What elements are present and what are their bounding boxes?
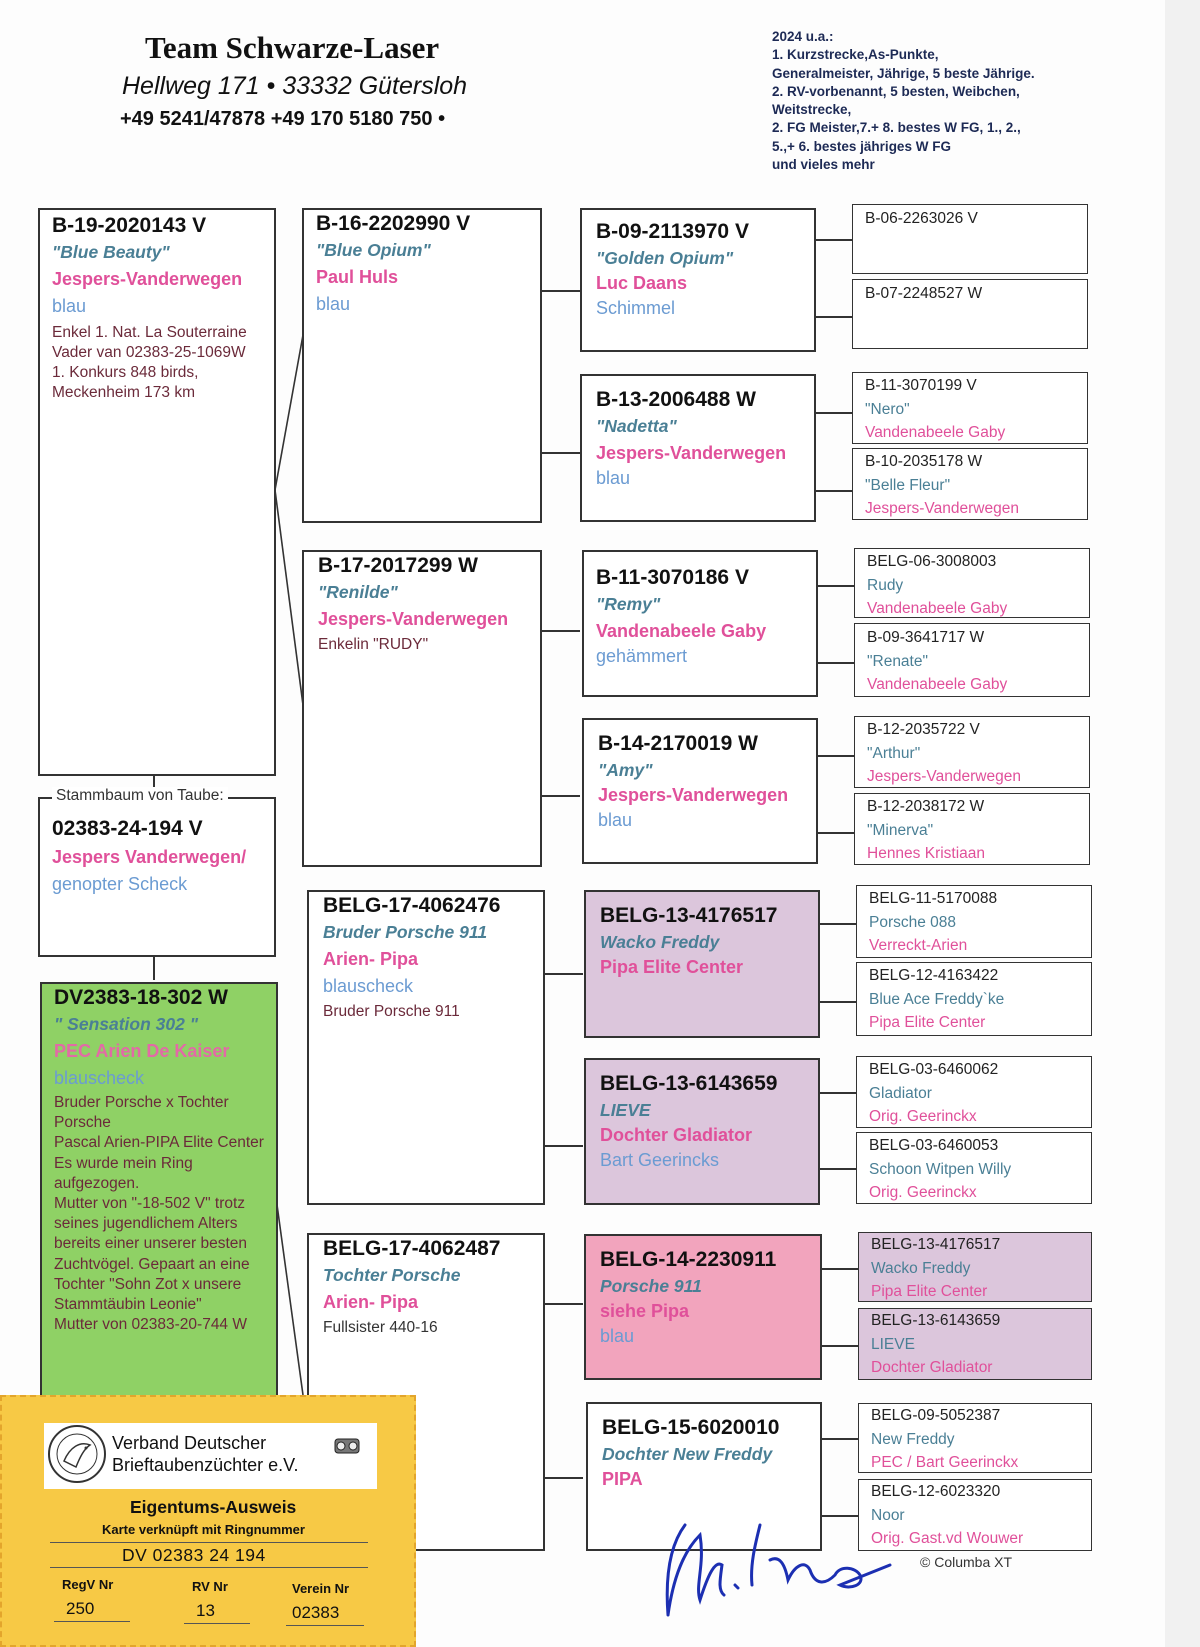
pigeon-name: Gladiator (869, 1084, 932, 1102)
connector-line (545, 973, 583, 975)
connector-line (820, 1168, 856, 1170)
breeder-name: Dochter Gladiator (871, 1359, 993, 1376)
connector-line (818, 755, 854, 757)
pigeon-name: "Renilde" (318, 582, 398, 602)
verein-label: Verein Nr (292, 1581, 350, 1596)
pigeon-name: Blue Ace Freddy`ke (869, 990, 1005, 1008)
ring-number: BELG-06-3008003 (867, 553, 997, 570)
breeder-name: PEC / Bart Geerinckx (871, 1454, 1019, 1471)
subject-caption: Stammbaum von Taube: (52, 787, 228, 805)
breeder-name: Hennes Kristiaan (867, 845, 986, 862)
connector-lines-dam (275, 1190, 305, 1400)
breeder-name: PIPA (602, 1469, 643, 1489)
gen4-card (858, 1308, 1092, 1380)
breeder-name: Vandenabeele Gaby (865, 424, 1006, 441)
connector-line (818, 832, 854, 834)
gen4-card (854, 793, 1090, 865)
breeder-name: Jespers-Vanderwegen (598, 785, 789, 805)
connector-line (822, 1438, 858, 1440)
ring-number: B-13-2006488 W (596, 388, 756, 411)
plumage-color: Schimmel (596, 298, 676, 318)
card-underline (286, 1625, 364, 1626)
gen3-card (582, 718, 818, 864)
pigeon-clock-icon (327, 1433, 367, 1459)
gen3-card (582, 550, 818, 697)
plumage-color: blau (316, 294, 351, 314)
connector-line (542, 630, 580, 632)
pigeon-name: Porsche 088 (869, 913, 957, 931)
ring-number: B-19-2020143 V (52, 214, 207, 237)
ring-number: B-11-3070199 V (865, 377, 977, 394)
ring-number: BELG-03-6460053 (869, 1137, 999, 1154)
pigeon-name: Dochter New Freddy (602, 1444, 773, 1464)
connector-line (822, 1345, 858, 1347)
breeder-name: Paul Huls (316, 267, 399, 287)
pigeon-name: Schoon Witpen Willy (869, 1160, 1012, 1178)
connector-line (545, 1477, 583, 1479)
plumage-color: blauscheck (54, 1068, 145, 1088)
connector-line (822, 1268, 858, 1270)
pigeon-name: "Renate" (867, 652, 928, 670)
breeder-name: Orig. Gast.vd Wouwer (871, 1530, 1024, 1547)
ring-number: B-17-2017299 W (318, 554, 478, 577)
gen4-card (856, 1056, 1092, 1128)
card-subtitle: Karte verknüpft mit Ringnummer (102, 1522, 305, 1537)
pigeon-name: "Blue Opium" (316, 240, 431, 260)
pigeon-name: "Belle Fleur" (865, 476, 951, 494)
breeder-name: Arien- Pipa (323, 949, 419, 969)
plumage-color: blau (598, 810, 633, 830)
connector-line (542, 290, 580, 292)
ring-number: BELG-14-2230911 (600, 1248, 777, 1271)
rv-value: 13 (196, 1601, 215, 1620)
ring-number: BELG-12-6023320 (871, 1483, 1001, 1500)
connector-line (542, 795, 580, 797)
ownership-card (0, 1395, 416, 1647)
connector-line (818, 662, 854, 664)
connector-line (820, 923, 856, 925)
ring-number: BELG-13-6143659 (871, 1312, 1001, 1329)
pigeon-name: LIEVE (600, 1100, 651, 1120)
plumage-color: gehämmert (596, 646, 688, 666)
card-divider (50, 1542, 368, 1543)
gen3-card (584, 1234, 822, 1380)
breeder-name: Pipa Elite Center (869, 1014, 986, 1031)
gen3-card (580, 208, 816, 352)
breeder-name: Jespers-Vanderwegen (865, 500, 1019, 517)
breeder-name: Luc Daans (596, 273, 688, 293)
plumage-color: blau (52, 296, 87, 316)
ring-number: B-06-2263026 V (865, 210, 978, 227)
breeder-name: Jespers-Vanderwegen (318, 609, 509, 629)
gen4-card (856, 885, 1092, 958)
pigeon-name: " Sensation 302 " (54, 1014, 199, 1034)
connector-line (153, 955, 155, 980)
connector-line (545, 1303, 583, 1305)
pedigree-note: Fullsister 440-16 (323, 1319, 438, 1336)
pedigree-note: Bruder Porsche x Tochter Porsche Pascal Arien-PIPA Elite Center Es wurde mein Ring aufgezogen. Mutter von "-18-502 V" trotz seines jugendlichem Alters bereits einer unserer besten Zuchtvögel. Gepaart an eine Tochter "Sohn Zot x unsere Stammtäubin Leonie" Mutter von 02383-20-744 W (54, 1094, 264, 1334)
breeder-name: Verreckt-Arien (869, 937, 968, 954)
plumage-color: blau (596, 468, 631, 488)
pigeon-name: LIEVE (871, 1335, 915, 1353)
pigeon-name: Wacko Freddy (600, 932, 720, 952)
regv-value: 250 (66, 1599, 95, 1618)
gen3-card (584, 1058, 820, 1205)
ring-number: BELG-13-4176517 (871, 1236, 1001, 1253)
gen4-card (852, 279, 1088, 349)
pedigree-note: Enkelin "RUDY" (318, 636, 429, 653)
card-divider (50, 1567, 368, 1568)
breeder-name: Jespers-Vanderwegen (596, 443, 787, 463)
pigeon-name: Noor (871, 1506, 905, 1524)
connector-line (816, 490, 852, 492)
pigeon-name: Wacko Freddy (871, 1259, 971, 1277)
breeder-name: Vandenabeele Gaby (867, 676, 1008, 693)
ring-number: B-14-2170019 W (598, 732, 758, 755)
ring-number: BELG-15-6020010 (602, 1416, 780, 1439)
connector-line (818, 585, 854, 587)
pigeon-name: "Blue Beauty" (52, 242, 170, 262)
verein-value: 02383 (292, 1603, 340, 1622)
breeder-name: Jespers-Vanderwegen (52, 269, 243, 289)
signature (660, 1505, 910, 1625)
card-title: Eigentums-Ausweis (130, 1497, 297, 1517)
gen2-card (302, 208, 542, 523)
dam-card (40, 982, 278, 1402)
card-org-line2: Brieftaubenzüchter e.V. (112, 1455, 299, 1475)
breeder-name: Arien- Pipa (323, 1292, 419, 1312)
ring-number: B-10-2035178 W (865, 453, 983, 470)
ring-number: B-07-2248527 W (865, 285, 983, 302)
breeder-name: Vandenabeele Gaby (596, 621, 767, 641)
pigeon-name: Bruder Porsche 911 (323, 922, 488, 942)
pigeon-name: "Nadetta" (596, 416, 677, 436)
pigeon-name: "Remy" (596, 594, 661, 614)
card-underline (184, 1623, 250, 1624)
plumage-color: genopter Scheck (52, 874, 188, 894)
gen4-card (854, 716, 1090, 788)
breeder-name: Pipa Elite Center (871, 1283, 988, 1300)
ring-number: B-16-2202990 V (316, 212, 471, 235)
ring-number: B-12-2038172 W (867, 798, 985, 815)
ring-number: BELG-13-4176517 (600, 904, 778, 927)
vdb-logo-icon (48, 1425, 106, 1483)
card-ring-number: DV 02383 24 194 (122, 1545, 266, 1565)
ring-number: B-09-3641717 W (867, 629, 985, 646)
team-phone: +49 5241/47878 +49 170 5180 750 • (120, 108, 446, 130)
pigeon-name: "Amy" (598, 760, 653, 780)
gen3-card (580, 374, 816, 522)
pigeon-name: "Arthur" (867, 744, 921, 762)
regv-label: RegV Nr (62, 1577, 114, 1592)
gen4-card (856, 962, 1092, 1036)
breeder-name: Dochter Gladiator (600, 1125, 753, 1145)
connector-line (816, 316, 852, 318)
breeder-name: PEC Arien De Kaiser (54, 1041, 230, 1061)
plumage-color: blau (600, 1326, 635, 1346)
breeder-name: Vandenabeele Gaby (867, 600, 1008, 617)
gen4-card (858, 1232, 1092, 1302)
ring-number: B-09-2113970 V (596, 220, 749, 243)
connector-lines-sire (275, 330, 305, 710)
ring-number: 02383-24-194 V (52, 817, 203, 840)
connector-line (820, 1092, 856, 1094)
gen3-card (584, 890, 820, 1038)
breeder-name: Orig. Geerinckx (869, 1184, 977, 1201)
pigeon-name: "Nero" (865, 400, 910, 418)
rv-label: RV Nr (192, 1579, 228, 1594)
copyright-watermark: © Columba XT (920, 1554, 1013, 1570)
plumage-color: blauscheck (323, 976, 414, 996)
team-address: Hellweg 171 • 33332 Gütersloh (122, 72, 468, 100)
sire-card (38, 208, 276, 776)
gen4-card (858, 1403, 1092, 1473)
gen4-card (856, 1132, 1092, 1204)
ring-number: BELG-17-4062476 (323, 894, 501, 917)
ring-number: B-11-3070186 V (596, 566, 749, 589)
pigeon-name: "Golden Opium" (596, 248, 734, 268)
plumage-color: Bart Geerincks (600, 1150, 720, 1170)
ring-number: BELG-03-6460062 (869, 1061, 999, 1078)
gen2-card (302, 550, 542, 867)
pigeon-name: "Minerva" (867, 821, 934, 839)
connector-line (820, 1001, 856, 1003)
connector-line (545, 1145, 583, 1147)
gen4-card (852, 204, 1088, 274)
gen2-card (307, 890, 545, 1205)
breeder-name: Orig. Geerinckx (869, 1108, 977, 1125)
ring-number: BELG-13-6143659 (600, 1072, 778, 1095)
pedigree-note: Bruder Porsche 911 (323, 1003, 460, 1020)
gen4-card (854, 548, 1090, 618)
breeder-name: siehe Pipa (600, 1301, 690, 1321)
card-org-line1: Verband Deutscher (112, 1433, 267, 1453)
connector-line (816, 239, 852, 241)
ring-number: DV2383-18-302 W (54, 986, 228, 1009)
connector-line (816, 412, 852, 414)
pigeon-name: Porsche 911 (600, 1276, 702, 1296)
pigeon-name: Tochter Porsche (323, 1265, 461, 1285)
pigeon-name: New Freddy (871, 1430, 955, 1448)
ring-number: BELG-12-4163422 (869, 967, 999, 984)
achievements-text: 2024 u.a.: 1. Kurzstrecke,As-Punkte, Generalmeister, Jährige, 5 beste Jährige. 2. RV-vorbenannt, 5 besten, Weibchen, Weitstrecke, 2. FG Meister,7.+ 8. bestes W FG, 1., 2., 5.,+ 6. bestes jähriges W FG und vieles mehr (772, 29, 1035, 173)
ring-number: B-12-2035722 V (867, 721, 980, 738)
ring-number: BELG-09-5052387 (871, 1407, 1001, 1424)
team-title: Team Schwarze-Laser (145, 30, 440, 65)
pigeon-name: Rudy (867, 576, 904, 594)
subject-card (38, 787, 276, 957)
gen4-card (854, 623, 1090, 697)
card-underline (54, 1621, 130, 1622)
scan-edge (1165, 0, 1200, 1647)
gen4-card (852, 448, 1088, 520)
breeder-name: Pipa Elite Center (600, 957, 744, 977)
pedigree-note: Enkel 1. Nat. La Souterraine Vader van 02383-25-1069W 1. Konkurs 848 birds, Meckenheim 173 km (52, 324, 247, 401)
gen4-card (852, 372, 1088, 444)
breeder-name: Jespers Vanderwegen/ (52, 847, 247, 867)
breeder-name: Jespers-Vanderwegen (867, 768, 1021, 785)
connector-line (542, 452, 580, 454)
ring-number: BELG-11-5170088 (869, 890, 998, 907)
ring-number: BELG-17-4062487 (323, 1237, 501, 1260)
